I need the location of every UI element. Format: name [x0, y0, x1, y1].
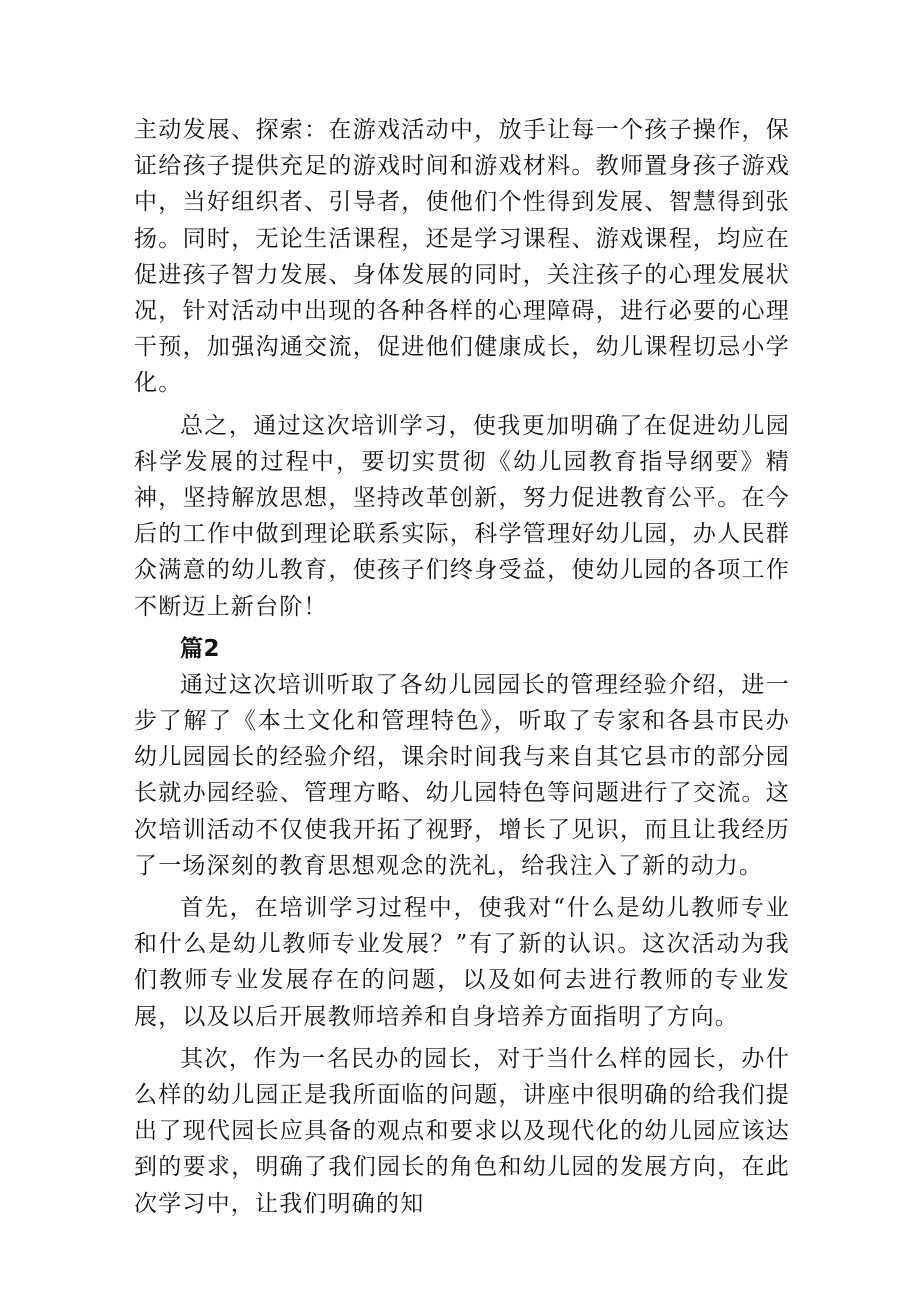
paragraph-continued: 主动发展、探索：在游戏活动中，放手让每一个孩子操作，保证给孩子提供充足的游戏时间和游戏材料。教师置身孩子游戏中，当好组织者、引导者，使他们个性得到发展、智慧得到张扬。同时，无论生活课程，还是学习课程、游戏课程，均应在促进孩子智力发展、身体发展的同时，关注孩子的心理发展状况，针对活动中出现的各种各样的心理障碍，进行必要的心理干预，加强沟通交流，促进他们健康成长，幼儿课程切忌小学化。 — [134, 117, 790, 397]
section-heading: 篇2 — [180, 635, 221, 662]
paragraph-first: 首先，在培训学习过程中，使我对“什么是幼儿教师专业和什么是幼儿教师专业发展？”有了新的认识。这次活动为我们教师专业发展存在的问题，以及如何去进行教师的专业发展，以及以后开展教师培养和自身培养方面指明了方向。 — [134, 895, 790, 1030]
document-page — [134, 112, 790, 1222]
paragraph-conclusion: 总之，通过这次培训学习，使我更加明确了在促进幼儿园科学发展的过程中，要切实贯彻《幼儿园教育指导纲要》精神，坚持解放思想，坚持改革创新，努力促进教育公平。在今后的工作中做到理论联系实际，科学管理好幼儿园，办人民群众满意的幼儿教育，使孩子们终身受益，使幼儿园的各项工作不断迈上新台阶！ — [134, 412, 790, 620]
paragraph-training-intro: 通过这次培训听取了各幼儿园园长的管理经验介绍，进一步了解了《本土文化和管理特色》，听取了专家和各县市民办幼儿园园长的经验介绍，课余时间我与来自其它县市的部分园长就办园经验、管理方略、幼儿园特色等问题进行了交流。这次培训活动不仅使我开拓了视野，增长了见识，而且让我经历了一场深刻的教育思想观念的洗礼，给我注入了新的动力。 — [134, 671, 790, 879]
paragraph-second: 其次，作为一名民办的园长，对于当什么样的园长，办什么样的幼儿园正是我所面临的问题，讲座中很明确的给我们提出了现代园长应具备的观点和要求以及现代化的幼儿园应该达到的要求，明确了我们园长的角色和幼儿园的发展方向，在此次学习中，让我们明确的知 — [134, 1045, 790, 1217]
